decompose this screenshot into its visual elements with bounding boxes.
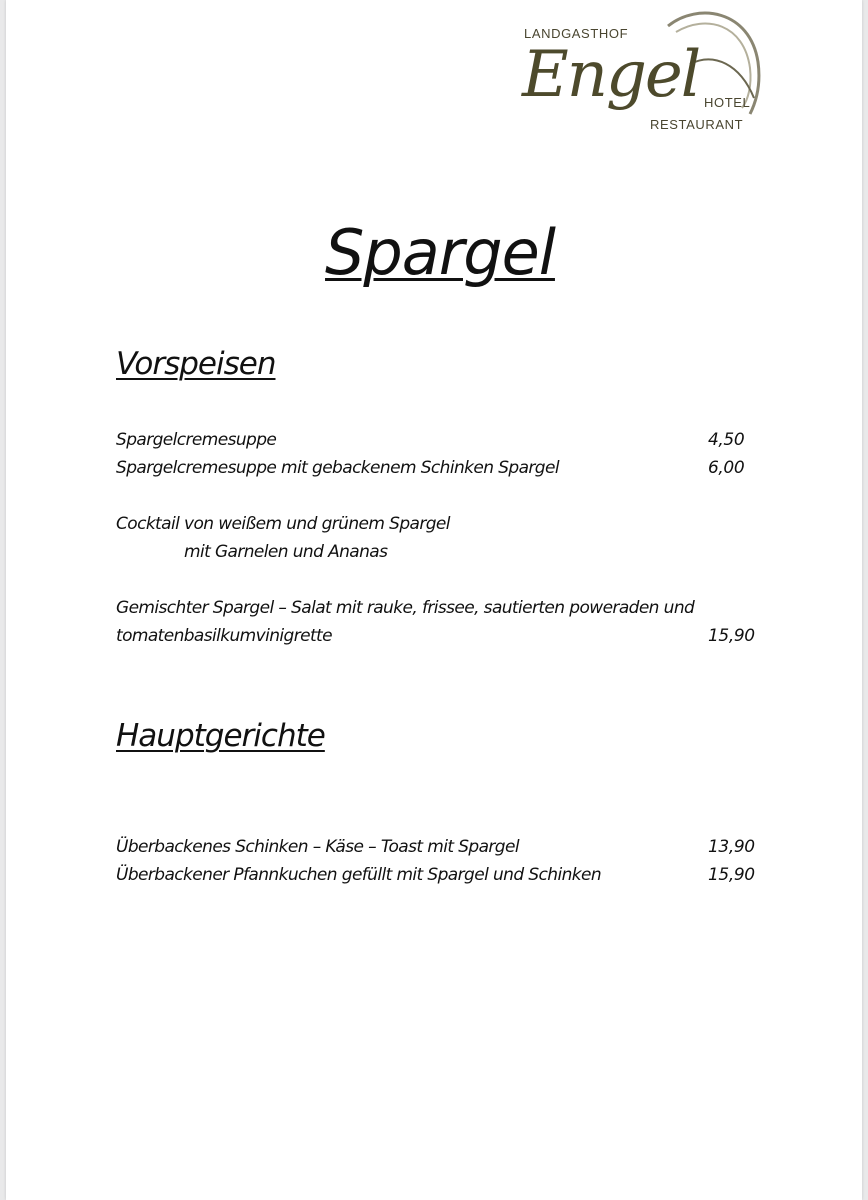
menu-item-price: 13,90 xyxy=(708,837,755,857)
page-title-wrap xyxy=(6,214,868,292)
menu-item-description: tomatenbasilkumvinigrette xyxy=(116,626,332,646)
menu-page xyxy=(6,0,862,1200)
menu-item-name: Spargelcremesuppe xyxy=(116,430,277,450)
logo-restaurant: RESTAURANT xyxy=(650,117,744,132)
menu-item-price: 15,90 xyxy=(708,626,755,646)
menu-item-name: Überbackener Pfannkuchen gefüllt mit Spargel und Schinken xyxy=(116,865,602,885)
menu-item-description: mit Garnelen und Ananas xyxy=(184,542,388,562)
menu-item-price: 4,50 xyxy=(708,430,745,450)
menu-item-name: Überbackenes Schinken – Käse – Toast mit Spargel xyxy=(116,837,519,857)
menu-item-name: Spargelcremesuppe mit gebackenem Schinken Spargel xyxy=(116,458,559,478)
logo-engel: Engel xyxy=(522,38,700,112)
page-title: Spargel xyxy=(325,216,555,289)
menu-item-price: 6,00 xyxy=(708,458,745,478)
menu-item-name: Cocktail von weißem und grünem Spargel xyxy=(116,514,450,534)
restaurant-logo xyxy=(518,2,768,134)
menu-item-name: Gemischter Spargel – Salat mit rauke, frissee, sautierten poweraden und xyxy=(116,598,695,618)
menu-item-price: 15,90 xyxy=(708,865,755,885)
logo-landgasthof: LANDGASTHOF xyxy=(524,26,629,41)
logo-hotel: HOTEL xyxy=(704,95,751,110)
section-heading-hauptgerichte: Hauptgerichte xyxy=(116,718,325,754)
section-heading-vorspeisen: Vorspeisen xyxy=(116,346,276,382)
